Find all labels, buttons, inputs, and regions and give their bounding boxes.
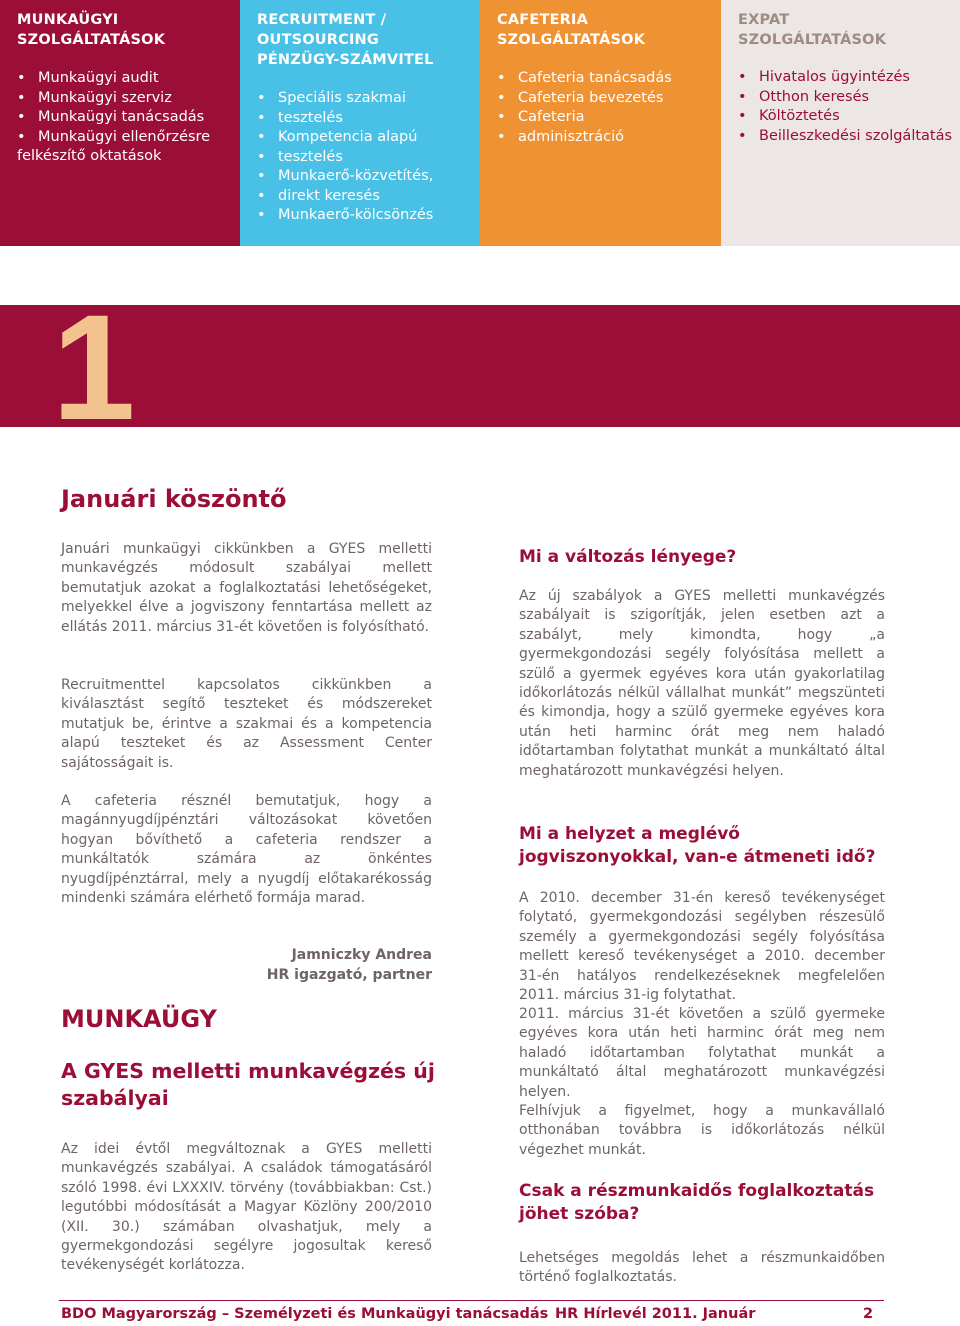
services-column-recruitment: [240, 0, 480, 246]
column-title-line: CAFETERIA: [497, 12, 589, 28]
column-title-line: OUTSOURCING: [257, 32, 379, 48]
footer-newsletter: HR Hírlevél 2011. Január: [555, 1306, 756, 1322]
services-column-munkaugy: [0, 0, 240, 246]
paragraph-change: Az új szabályok a GYES melletti munkavégzés szabályait is szigorítják, jelen esetben azt a szabályt, mely kimondta, hogy „a gyermekgondozási segély folyósítása mellett a szülő a gyermek egyéves kora után gyakorlatilag időkorlátozás nélkül vállalhat munkát” megszünteti és kimondja, hogy a szülő gyermeke egyéves kora után heti harminc órát meg nem haladó időtartamban folytathat munkát a munkáltató által meghatározott munkavégzési helyen.: [519, 588, 885, 779]
subheading-existing-contracts: Mi a helyzet a meglévő jogviszonyokkal, van-e átmeneti idő?: [519, 824, 876, 867]
signature-name: Jamniczky Andrea: [291, 947, 432, 963]
column-title: [497, 10, 721, 50]
column-title: [738, 10, 960, 50]
column-title-line: PÉNZÜGY-SZÁMVITEL: [257, 52, 434, 68]
services-list: [257, 89, 480, 226]
service-item: • Otthon keresés: [738, 88, 960, 108]
subheading-change: Mi a változás lényege?: [519, 547, 737, 567]
services-list: [17, 69, 240, 167]
service-item: • Munkaügyi audit: [17, 69, 240, 89]
article-title-line: szabályai: [61, 1086, 169, 1110]
subheading-part-time: Csak a részmunkaidős foglalkoztatás jöhet szóba?: [519, 1181, 875, 1224]
service-item: • Kompetencia alapú: [257, 128, 480, 148]
intro-paragraph-1: Januári munkaügyi cikkünkben a GYES melletti munkavégzés módosult szabályai mellett bemutatjuk azokat a foglalkoztatási lehetőségeket, melyekkel élve a jogviszony fenntartása mellett az ellátás 2011. március 31-ét követően is folyósítható.: [61, 541, 432, 635]
services-list: [497, 69, 721, 147]
section-label: MUNKAÜGY: [61, 1005, 217, 1033]
service-item: • Beilleszkedési szolgáltatás: [738, 127, 960, 147]
article-paragraph: Az idei évtől megváltoznak a GYES melletti munkavégzés szabályai. A családok támogatásáról szóló 1998. évi LXXXIV. törvény (továbbiakban: Cst.) legutóbbi módosítását a Magyar Közlöny 200/2010 (XII. 30.) számában olvashatjuk, mely a gyermekgondozási segélyre jogosultak kereső tevékenységét korlátozza.: [61, 1141, 432, 1274]
services-column-cafeteria: [480, 0, 721, 246]
signature: [200, 945, 432, 985]
services-band: [0, 0, 960, 246]
intro-paragraph-3: A cafeteria résznél bemutatjuk, hogy a magánnyugdíjpénztári változásokat követően hogyan bővíthető a cafeteria rendszer a munkáltatók számára az önkéntes nyugdíjpénztárral, mely a nyugdíj előtakarékosság mindenki számára elérhető formája marad.: [61, 793, 432, 907]
column-title: [17, 10, 240, 50]
intro-paragraph-2: Recruitmenttel kapcsolatos cikkünkben a kiválasztást segítő teszteket és módszereket mutatjuk be, érintve a szakmai és a kompetencia alapú teszteket és az Assessment Center sajátosságait is.: [61, 677, 432, 771]
page-number: 2: [863, 1306, 874, 1322]
paragraph-transition-1: A 2010. december 31-én kereső tevékenységet folytató, gyermekgondozási segélyben részesülő személy a gyermekgondozási segély folyósítása mellett kereső tevékenységet a 2010. december 31-én hatályos rendelkezéseknek megfelelően 2011. március 31-ig folytathat.: [519, 890, 885, 1004]
signature-title: HR igazgató, partner: [266, 967, 432, 983]
services-list: [738, 68, 960, 146]
column-title-line: EXPAT: [738, 12, 790, 28]
service-item: • Cafeteria: [497, 108, 721, 128]
footer-divider: [59, 1300, 884, 1301]
article-title: [61, 1058, 441, 1112]
service-item: • Cafeteria bevezetés: [497, 89, 721, 109]
service-item: • Cafeteria tanácsadás: [497, 69, 721, 89]
column-title-line: RECRUITMENT /: [257, 12, 387, 28]
column-title-line: MUNKAÜGYI: [17, 12, 119, 28]
service-item: • Munkaügyi ellenőrzésre: [17, 128, 240, 148]
issue-number: 1: [52, 283, 136, 451]
service-item-continued: [497, 128, 721, 148]
service-item: • Hivatalos ügyintézés: [738, 68, 960, 88]
paragraph-transition-3: Felhívjuk a figyelmet, hogy a munkavállaló otthonában továbbra is időkorlátozás nélkül végezhet munkát.: [519, 1103, 885, 1158]
page-footer: [61, 1304, 876, 1324]
service-item-continued: [257, 187, 480, 207]
page-title: Januári köszöntő: [61, 485, 287, 513]
service-item-text: adminisztráció: [518, 128, 625, 145]
service-item: • Speciális szakmai: [257, 89, 480, 109]
service-item-text: tesztelés: [278, 148, 343, 165]
paragraph-part-time: Lehetséges megoldás lehet a részmunkaidőben történő foglalkoztatás.: [519, 1250, 885, 1286]
service-item-text: direkt keresés: [278, 187, 380, 204]
service-item: • Munkaügyi tanácsadás: [17, 108, 240, 128]
service-item: • Munkaügyi szerviz: [17, 89, 240, 109]
service-item: • Munkaerő-kölcsönzés: [257, 206, 480, 226]
service-item-continued: felkészítő oktatások: [17, 148, 162, 164]
service-item-text: tesztelés: [278, 109, 343, 126]
column-title-line: SZOLGÁLTATÁSOK: [497, 32, 646, 48]
footer-company: BDO Magyarország – Személyzeti és Munkaügyi tanácsadás: [61, 1306, 549, 1322]
service-item-continued: [257, 148, 480, 168]
issue-banner: [0, 305, 960, 427]
services-column-expat: [721, 0, 960, 246]
article-title-line: A GYES melletti munkavégzés új: [61, 1059, 435, 1083]
paragraph-transition-2: 2011. március 31-ét követően a szülő gyermeke egyéves kora után heti harminc órát meg nem haladó időtartamban folytathat munkát a munkáltató által meghatározott munkavégzési helyen.: [519, 1006, 885, 1100]
column-title: [257, 10, 480, 70]
service-item-continued: [257, 109, 480, 129]
column-title-line: SZOLGÁLTATÁSOK: [17, 32, 166, 48]
service-item: • Költöztetés: [738, 107, 960, 127]
service-item: • Munkaerő-közvetítés,: [257, 167, 480, 187]
column-title-line: SZOLGÁLTATÁSOK: [738, 32, 887, 48]
